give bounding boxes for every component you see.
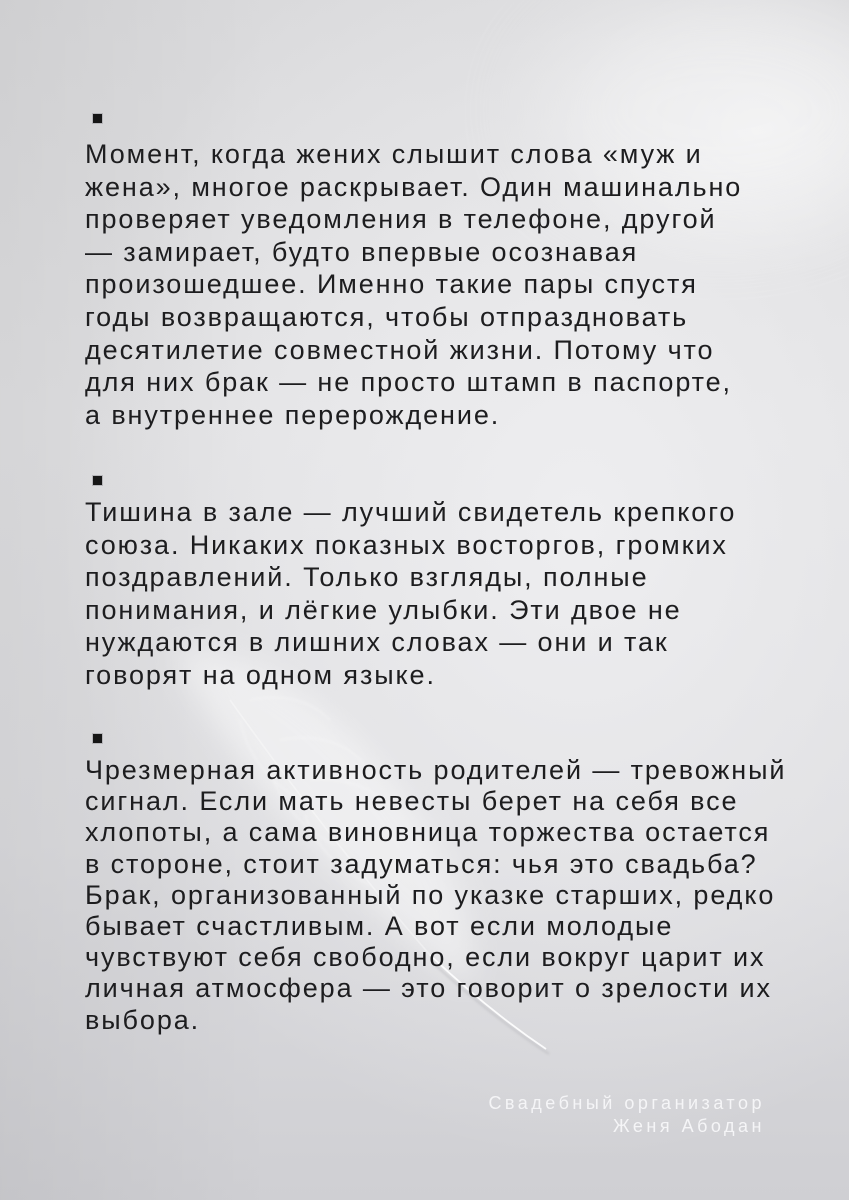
paragraph [85, 138, 742, 431]
paragraph-line: проверяет уведомления в телефоне, другой [85, 204, 717, 235]
paragraph [85, 755, 786, 1036]
paragraph-line: десятилетие совместной жизни. Потому что [85, 334, 715, 365]
square-bullet-icon [93, 476, 102, 485]
paragraph-line: бывает счастливым. А вот если молодые [85, 911, 674, 942]
paragraph-line: понимания, и лёгкие улыбки. Эти двое не [85, 594, 682, 625]
paragraph-line: нуждаются в лишних словах — они и так [85, 627, 669, 658]
signature [488, 1092, 765, 1138]
paragraph-line: в стороне, стоит задуматься: чья это свадьба? [85, 848, 758, 879]
paragraph-line: Чрезмерная активность родителей — тревожный [85, 755, 787, 785]
square-bullet-icon [93, 114, 102, 123]
paragraph-line: — замирает, будто впервые осознавая [85, 236, 639, 267]
paragraph-line: Момент, когда жених слышит слова «муж и [85, 139, 703, 169]
square-bullet-icon [93, 734, 102, 743]
paragraph-line: чувствуют себя свободно, если вокруг царит их [85, 942, 766, 973]
paragraph-line: Брак, организованный по указке старших, редко [85, 879, 776, 910]
signature-role: Свадебный организатор [488, 1093, 765, 1113]
paragraph-line: а внутреннее перерождение. [85, 399, 501, 430]
paragraph-line: союза. Никаких показных восторгов, громких [85, 529, 728, 560]
paragraph-line: личная атмосфера — это говорит о зрелости их [85, 973, 772, 1004]
paragraph-line: говорят на одном языке. [85, 659, 436, 690]
paragraph [85, 496, 736, 692]
paragraph-line: жена», многое раскрывает. Один машинально [85, 171, 743, 202]
paragraph-line: хлопоты, а сама виновница торжества остается [85, 817, 771, 848]
paragraph-line: годы возвращаются, чтобы отпраздновать [85, 301, 689, 332]
signature-name: Женя Абодан [613, 1116, 765, 1136]
paragraph-line: для них брак — не просто штамп в паспорте, [85, 367, 732, 398]
paragraph-line: поздравлений. Только взгляды, полные [85, 562, 649, 593]
paragraph-line: Тишина в зале — лучший свидетель крепкого [85, 497, 737, 527]
paragraph-line: выбора. [85, 1004, 201, 1035]
paragraph-line: сигнал. Если мать невесты берет на себя все [85, 786, 739, 817]
paragraph-line: произошедшее. Именно такие пары спустя [85, 269, 698, 300]
